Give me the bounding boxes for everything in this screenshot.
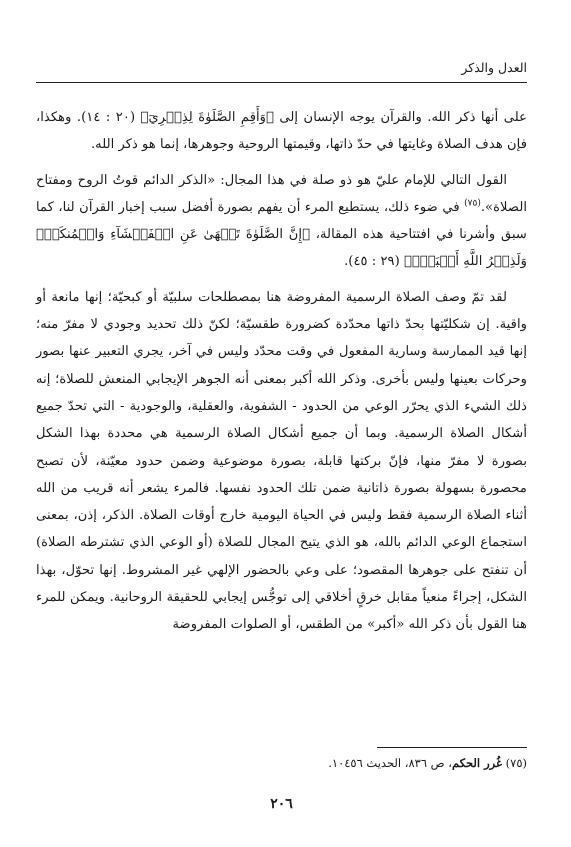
paragraph-2-text-a: القول التالي للإمام عليّ هو ذو صلة في هذا المجال: «الذكر الدائم قوتُ الروح ومفتاح الصلاة». [36, 172, 527, 215]
paragraph-3: لقد تمّ وصف الصلاة الرسمية المفروضة هنا بمصطلحات سلبيّة أو كبحيّة؛ إنها مانعة أو واقية. إن شكليّتها بحدّ ذاتها محدّدة كضرورة طقسيّة؛ لكنّ ذلك تحديد وجودي لا مفرّ منه؛ إنها قيد الممارسة وسارية المفعول في وقت محدّد وليس في آخر، يجري التعبير عنها بصور وحركات بعينها وليس بأخرى. وذكر الله أكبر بمعنى أنه الجوهر الإيجابي المنعش للصلاة؛ إنه ذلك الشيء الذي يحرّر الوعي من الحدود - الشفوية، والعقلية، والوجودية - التي تحدّ جميع أشكال الصلاة الرسمية. وبما أن جميع أشكال الصلاة الرسمية هي محددة بهذا الشكل بصورة لا مفرّ منها، فإنّ بركتها قابلة، بصورة موضوعية وضمن حدود معيّنة، لأن تصبح محصورة بسهولة بصورة ذاتانية ضمن تلك الحدود نفسها. فالمرء يشعر أنه قريب من الله أثناء الصلاة الرسمية فقط وليس في الحياة اليومية خارج أوقات الصلاة. الذكر، إذن، بمعنى استجماع الوعي الدائم بالله، هو الذي يتيح المجال للصلاة (أو الوعي الذي تشترطه الصلاة) أن تنفتح على جوهرها المقصود؛ على وعي بالحضور الإلهي غير المشروط. إنها تحوّل، بهذا الشكل، إجراءً منعياً مقابل خرقٍ أخلاقي إلى توجُّس إيجابي للحقيقة الروحانية. ويمكن للمرء هنا القول بأن ذكر الله «أكبر» من الطقس، أو الصلوات المفروضة [36, 289, 527, 633]
header-rule [36, 82, 527, 83]
paragraph-2-text-b: في ضوء ذلك، يستطيع المرء أن يفهم بصورة أفضل سبب إخبار القرآن لنا، كما سبق وأشرنا في افتتاحية هذه المقالة، ﴿إِنَّ الصَّلَوٰةَ تَنۡهَىٰ عَنِ الۡفَحۡشَآءِ وَالۡمُنكَرِۗ وَلَذِكۡرُ اللَّهِ أَكۡبَرُۗ﴾ (٢٩ : ٤٥). [36, 199, 527, 270]
paragraph-1: على أنها ذكر الله. والقرآن يوجه الإنسان إلى ﴿وَأَقِمِ الصَّلَوٰةَ لِذِكۡرِيٓ﴾ (٢٠ : ١٤). وهكذا، فإن هدف الصلاة وغايتها في حدّ ذاتها، وقيمتها الروحية وجوهرها، إنما هو ذكر الله. [36, 110, 528, 153]
footnote-rule [377, 747, 527, 748]
footnote-source-title: غُرر الحكم [451, 756, 502, 770]
footnote-number: (٧٥) [505, 756, 527, 770]
paragraph-2 [36, 167, 527, 276]
page-body [36, 104, 527, 639]
book-page [36, 0, 527, 847]
footnote-reference: (٧٥) [464, 198, 481, 209]
page-number: ٢٠٦ [270, 796, 293, 812]
footnote [36, 755, 527, 771]
footnote-source-details: ، ص ٨٣٦، الحديث ١٠٤٥٦. [328, 756, 452, 770]
running-head: العدل والذكر [461, 60, 527, 75]
